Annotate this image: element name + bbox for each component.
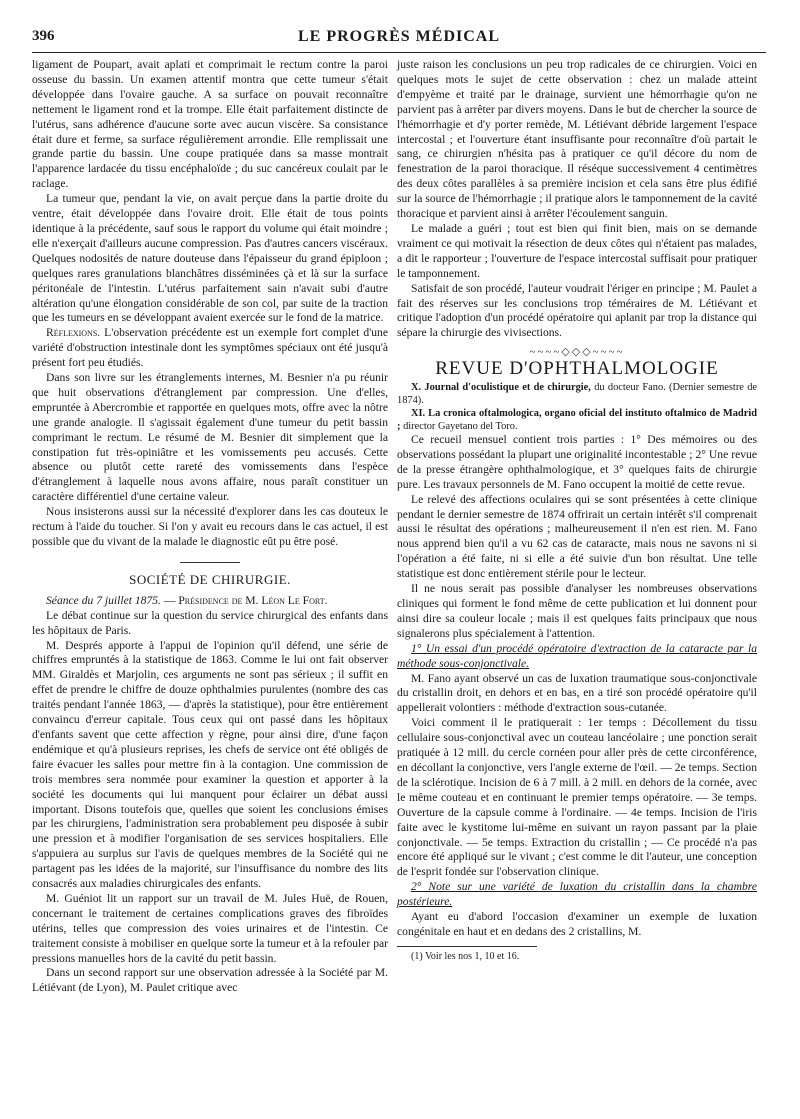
paragraph: M. Guéniot lit un rapport sur un travail de M. Jules Huë, de Rouen, concernant le traitement de certaines complications graves des fibroïdes utérins, telles que compression des voies urinaires et de l'intestin. Ce traitement consiste à mobiliser en quelque sorte la tumeur et à la refouler par pressions manuelles hors de la cavité du petit bassin. [32,891,388,965]
footnote: (1) Voir les nos 1, 10 et 16. [411,950,520,962]
paragraph: Réflexions. L'observation précédente est un exemple fort complet d'une variété d'obstruction intestinale dont les symptômes spéciaux ont été jusqu'à présent fort peu étudiés. [32,326,388,370]
journal-title: LE PROGRÈS MÉDICAL [297,28,501,45]
page-header [32,28,766,50]
section-divider [180,562,240,563]
paragraph: Voici comment il le pratiquerait : 1er temps : Décollement du tissu cellulaire sous-conjonctival avec un couteau lancéolaire ; une ponction serait pratiquée à 12 mill. du cercle cornéen pour aller près de cette circonférence, en décollant la conjonctive, vers l'angle externe de l'œil. — 2e temps. Section de la sclérotique. Incision de 6 à 7 mill. à 2 mill. en dehors de la cornée, avec le même couteau et en continuant le premier temps opératoire. — 3e temps. Ouverture de la capsule comme à l'ordinaire. — 4e temps. Incision de l'iris faite avec le kystitome lui-même en suivant un rayon passant par la plaie conjonctivale. — 5e temps. Extraction du cristallin ; — Ce procédé n'a pas encore été appliqué sur le vivant ; c'est comme le dit l'auteur, une conception de l'esprit fondée sur l'observation clinique. [397,716,757,879]
paragraph: Ce recueil mensuel contient trois parties : 1° Des mémoires ou des observations possédant la plupart une originalité incontestable ; 2° Une revue de la presse étrangère ophthalmologique, et 3° quelques faits de chirurgie pure. Les travaux personnels de M. Fano occupent la moitié de cette revue. [397,433,757,491]
paragraph: Nous insisterons aussi sur la nécessité d'explorer dans les cas douteux le rectum à l'aide du toucher. Si l'on y avait eu recours dans le cas actuel, il est possible que du vivant de la malade le diagnostic eût pu être posé. [32,505,388,548]
left-column [32,58,388,996]
ornament-divider: ~~~~◇◇◇~~~~ [529,346,625,359]
section-title-ophthalmologie: REVUE D'OPHTHALMOLOGIE [435,358,719,380]
paragraph: Le débat continue sur la question du service chirurgical des enfants dans les hôpitaux de Paris. [32,608,388,637]
header-rule [32,52,766,53]
footnote-rule [397,946,537,947]
paragraph: juste raison les conclusions un peu trop radicales de ce chirurgien. Voici en quelques mots le sujet de cette observation : chez un malade atteint d'empyème et traité par le drainage, survient une hémorrhagie qu'on ne parvient pas à arrêter par divers moyens. Dans le but de chercher la source de l'hémorrhagie et d'y porter remède, M. Létiévant débride largement l'espace intercostal ; et l'ouverture étant insuffisante pour reconnaître d'où partait le sang, ce chirurgien n'hésita pas à pratiquer ce qu'il décore du nom de fenestration de la paroi thoracique. Il réséque successivement 4 centimètres des deux côtes parallèles à sa première incision et cela sans être plus édifié sur la source de l'hémorrhagie ; il pratique alors le tamponnement de la cavité thoracique et parvient ainsi à arrêter l'écoulement sanguin. [397,58,757,221]
paragraph: Ayant eu d'abord l'occasion d'examiner un exemple de luxation congénitale en haut et en dedans des 2 cristallins, M. [397,910,757,938]
seance-line [32,594,388,609]
paragraph: Le malade a guéri ; tout est bien qui finit bien, mais on se demande vraiment ce qui motivait la résection de deux côtes qui n'étaient pas malades, a dit le rapporteur ; l'ouverture de l'espace intercostal suffisait pour pratiquer le tamponnement. [397,221,757,280]
subheading-2: 2° Note sur une variété de luxation du cristallin dans la chambre postérieure. [397,880,757,909]
page-number: 396 [32,28,55,44]
paragraph: M. Després apporte à l'appui de l'opinion qu'il défend, une série de chiffres empruntés à la statistique de 1863. Comme le lui ont fait observer MM. Giraldès et Marjolin, ces arguments ne sont pas sérieux ; il suffit en effet de prendre le chiffre de douze ophthalmies purulentes (nombre des cas traités pendant l'année 1863, — d'après la statistique), pour être entièrement convaincu d'erreur capitale. Tous ceux qui ont passé dans les hôpitaux d'enfants savent que cette affection y règne, pour ainsi dire, d'une façon endémique et qu'à plusieurs reprises, les chefs de service ont été obligés de faire évacuer les salles pour mettre fin à la contagion. Une commission de trois membres sera nommée pour examiner la question et apporter à la société les documents qui lui manquent pour éclairer un débat aussi important. Disons toutefois que, quelles que soient les conclusions émises par les chirurgiens, l'administration sera probablement peu disposée à subir une pression et à modifier l'organisation de ses services hospitaliers. Elle s'appuiera au surplus sur l'avis de quelques membres de la Société qui ne partagent pas les idées de la majorité, sur l'insuffisance du nombre des lits consacrés aux maladies chirurgicales des enfants. [32,638,388,891]
paragraph: Le relevé des affections oculaires qui se sont présentées à cette clinique pendant le dernier semestre de 1874 offrirait un certain intérêt s'il comprenait aussi le résultat des opérations ; malheureusement il n'en est rien. M. Fano nous apprend bien qu'il a vu 62 cas de cataracte, mais nous ne savons ni si l'opération a été faite, ni si elle a été suivie d'un bon résultat. Une telle statistique est donc entièrement stérile pour le lecteur. [397,492,757,581]
reference-xi: XI. La cronica oftalmologica, organo oficial del instituto oftalmico de Madrid ; director Gayetano del Toro. [397,408,757,433]
subheading-1: 1° Un essai d'un procédé opératoire d'extraction de la cataracte par la méthode sous-conjonctivale. [397,641,757,670]
right-column [397,58,757,965]
reference-x: X. Journal d'oculistique et de chirurgie, du docteur Fano. (Dernier semestre de 1874). [397,382,757,407]
paragraph: Il ne nous serait pas possible d'analyser les nombreuses observations cliniques qui forment le fond même de cette publication et lui donnent pour ainsi dire sa couleur locale ; mais il est quelques faits principaux que nous signalerons plus spécialement à l'attention. [397,582,757,640]
presidence: — Présidence de M. Léon Le Fort. [160,593,328,607]
paragraph: Dans son livre sur les étranglements internes, M. Besnier n'a pu réunir que huit observations d'étranglement par compression. Une d'elles, empruntée à Abercrombie et rapportée en quelques mots, offre avec la nôtre une grande analogie. Il s'agissait également d'une tumeur du petit bassin comprimant le rectum. Le résumé de M. Besnier dit simplement que la constipation fut très-opiniâtre et les vomissements peu accusés. Cette absence ou plutôt cette rareté des vomissements dans l'espèce d'étranglement à laquelle nous avons affaire, nous paraît constituer un caractère différentiel d'une certaine valeur. [32,371,388,504]
paragraph: Satisfait de son procédé, l'auteur voudrait l'ériger en principe ; M. Paulet a fait des réserves sur les conclusions trop téméraires de M. Létiévant et critique l'adoption d'un procédé opératoire qui aplanit par trop la distance qui sépare la chirurgie des vivisections. [397,281,757,340]
seance-date: Séance du 7 juillet 1875. [46,593,161,607]
reflexions-label: Réflexions. [46,326,101,340]
paragraph: M. Fano ayant observé un cas de luxation traumatique sous-conjonctivale du cristallin droit, en dehors et en bas, en a tiré son procédé opératoire qu'il appellerait volontiers : méthode d'extraction sous-cutanée. [397,671,757,715]
section-title-societe: SOCIÉTÉ DE CHIRURGIE. [129,571,291,587]
paragraph: ligament de Poupart, avait aplati et comprimait le rectum contre la paroi osseuse du bassin. Un examen attentif montra que cette tumeur s'était développée dans l'ovaire gauche. A sa surface on pouvait reconnaître nettement le ligament rond et la trompe. Elle était parfaitement distincte de l'utérus, sans adhérence d'aucune sorte avec aucun viscère. Sa consistance était dure et ferme, sa surface régulièrement arrondie. Elle remplissait une grande partie du bassin. Une coupe pratiquée dans sa masse montrait l'apparence lardacée du tissu encéphaloïde ; du suc cancéreux coulait par le raclage. [32,58,388,191]
paragraph: Dans un second rapport sur une observation adressée à la Société par M. Létiévant (de Lyon), M. Paulet critique avec [32,966,388,995]
paragraph: La tumeur que, pendant la vie, on avait perçue dans la partie droite du ventre, était développée dans l'ovaire droit. Elle était de tous points identique à la précédente, sauf sous le rapport du volume qui était moindre ; elle n'exerçait d'ailleurs aucune compression. Pas d'autres cancers viscéraux. Quelques nodosités de nature douteuse dans l'épaisseur du grand épiploon ; quelques rares granulations blanchâtres disséminées çà et là sur la surface péritonéale de l'intestin. L'utérus parfaitement sain n'avait subi d'autre altération qu'une élongation considérable de son col, par suite de la traction que les tumeurs en se développant avaient exercée sur le fond de la matrice. [32,192,388,325]
